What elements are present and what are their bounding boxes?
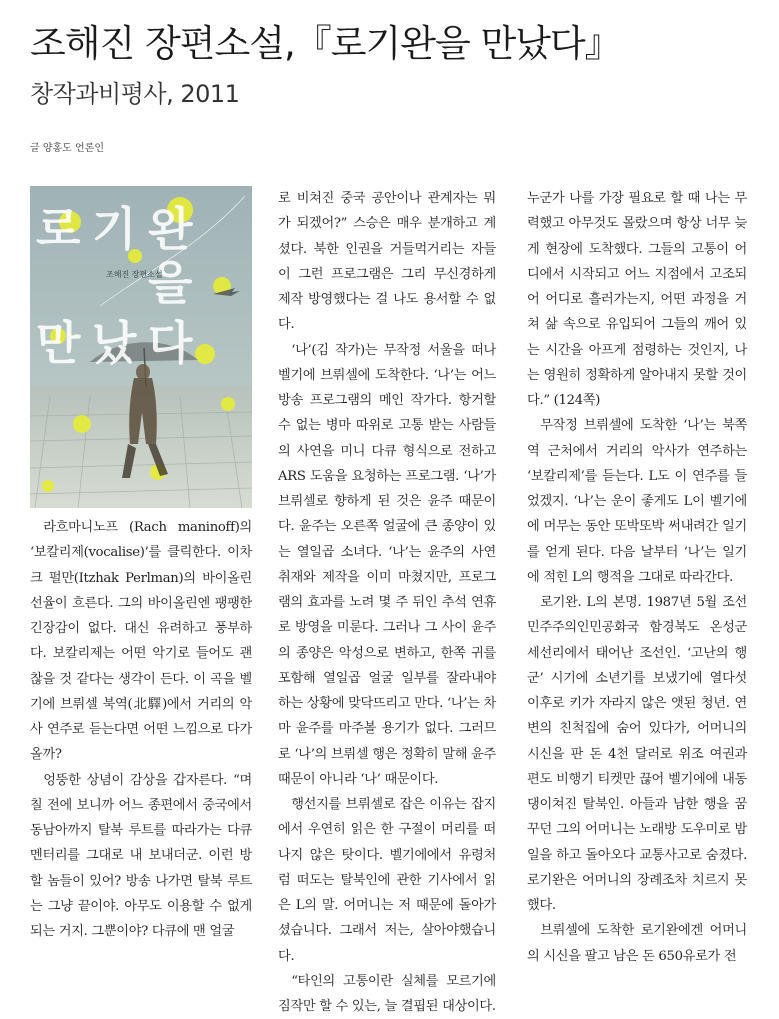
cover-title <box>36 192 216 422</box>
paragraph: 누군가 나를 가장 필요로 할 때 나는 무력했고 아무것도 몰랐으며 항상 너무 늦게 현장에 도착했다. 그들의 고통이 어디에서 시작되고 어느 지점에서 고조되어 어디로 흘러가는지, 어떤 과정을 거쳐 삶 속으로 유입되어 그들의 깨어 있는 시간을 아프게 점령하는 것인지, 나는 영원히 정확하게 알아내지 못할 것이다.” (124쪽) <box>527 191 747 408</box>
paragraph: 로기완. L의 본명. 1987년 5월 조선민주주의인민공화국 함경북도 온성군 세선리에서 태어난 조선인. ‘고난의 행군’ 시기에 소년기를 보냈기에 열다섯 이후로 키가 자라지 않은 앳된 청년. 연변의 친척집에 숨어 있다가, 어머니의 시신을 판 돈 4천 달러로 위조 여권과 편도 비행기 티켓만 끊어 벨기에에 내동댕이쳐진 탈북인. 아들과 남한 행을 꿈꾸던 그의 어머니는 노래방 도우미로 밤일을 하고 돌아오다 교통사고로 숨졌다. 로기완은 어머니의 장례조차 치르지 못했다. <box>527 595 747 913</box>
article-column-3 <box>527 186 747 969</box>
paragraph: 행선지를 브뤼셀로 잡은 이유는 잡지에서 우연히 읽은 한 구절이 머리를 떠나지 않은 탓이다. 벨기에에서 유령처럼 떠도는 탈북인에 관한 기사에서 읽은 L의 말. 어머니는 저 때문에 돌아가셨습니다. 그래서 저는, 살아야했습니다. <box>278 797 496 964</box>
paragraph: “타인의 고통이란 실체를 모르기에 짐작만 할 수 있는, 늘 결핍된 대상이다. <box>278 973 496 1014</box>
article-subtitle: 창작과비평사, 2011 <box>30 80 240 108</box>
cover-title-char: 만 <box>36 316 81 370</box>
cover-author-label: 조해진 장편소설 <box>106 270 163 279</box>
article-title: 조해진 장편소설,『로기완을 만났다』 <box>30 22 621 65</box>
cover-title-char: 기 <box>92 202 137 256</box>
paragraph: 브뤼셀에 도착한 로기완에겐 어머니의 시신을 팔고 남은 돈 650유로가 전 <box>527 923 747 964</box>
cover-title-char: 로 <box>36 202 81 256</box>
article-column-2 <box>278 186 496 1019</box>
cover-title-char: 났 <box>92 316 137 370</box>
paragraph: 무작정 브뤼셀에 도착한 ‘나’는 북쪽역 근처에서 거리의 악사가 연주하는 ‘보칼리제’를 듣는다. L도 이 연주를 들었겠지. ‘나’는 운이 좋게도 L이 벨기에에 머무는 동안 또박또박 써내려간 일기를 얻게 된다. 다음 날부터 ‘나’는 일기에 적힌 L의 행적을 그대로 따라간다. <box>527 418 747 585</box>
cover-title-char: 을 <box>148 256 193 310</box>
paragraph: ‘나’(김 작가)는 무작정 서울을 떠나 벨기에 브뤼셀에 도착한다. ‘나’는 어느 방송 프로그램의 메인 작가다. 항거할 수 없는 병마 따위로 고통 받는 사람들의 사연을 미니 다큐 형식으로 전하고 ARS 도움을 요청하는 프로그램. ‘나’가 브뤼셀로 향하게 된 것은 윤주 때문이다. 윤주는 오른쪽 얼굴에 큰 종양이 있는 열일곱 소녀다. ‘나’는 윤주의 사연 취재와 제작을 이미 마쳤지만, 프로그램의 효과를 노려 몇 주 뒤인 추석 연휴로 방영을 미룬다. 그러나 그 사이 윤주의 종양은 악성으로 변하고, 한쪽 귀를 포함해 열일곱 얼굴 일부를 잘라내야 하는 상황에 맞닥뜨리고 만다. ‘나’는 차마 윤주를 마주볼 용기가 없다. 그러므로 ‘나’의 브뤼셀 행은 정확히 말해 윤주 때문이 아니라 ‘나’ 때문이다. <box>278 342 496 787</box>
paragraph: 라흐마니노프 (Rach maninoff)의 ‘보칼리제(vocalise)’를 클릭한다. 이차크 펄만(Itzhak Perlman)의 바이올린 선율이 흐른다. 그의 바이올린엔 팽팽한 긴장감이 없다. 대신 유려하고 풍부하다. 보칼리제는 어떤 악기로 들어도 괜찮을 것 같다는 생각이 든다. 이 곡을 벨기에 브뤼셀 북역(北驛)에서 거리의 악사 연주로 듣는다면 어떤 느낌으로 다가올까? <box>30 520 252 763</box>
book-cover-image <box>30 186 252 508</box>
cover-title-char: 다 <box>148 316 193 370</box>
article-column-1 <box>30 515 252 944</box>
byline: 글 양홍도 언론인 <box>30 143 104 154</box>
paragraph: 엉뚱한 상념이 감상을 갑자른다. “며칠 전에 보니까 어느 종편에서 중국에서 동남아까지 탈북 루트를 따라가는 다큐멘터리를 그대로 내 보내더군. 이런 방할 놈들이 있어? 방송 나가면 탈북 루트는 그냥 끝이야. 아무도 이용할 수 없게 되는 거지. 그뿐이야? 다큐에 맨 얼굴 <box>30 772 252 939</box>
paragraph: 로 비쳐진 중국 공안이나 관계자는 뭐가 되겠어?” 스승은 매우 분개하고 계셨다. 북한 인권을 거들먹거리는 자들이 그런 프로그램은 그리 무신경하게 제작 방영했다는 걸 나도 용서할 수 없다. <box>278 191 496 333</box>
cover-title-char: 완 <box>148 202 193 256</box>
